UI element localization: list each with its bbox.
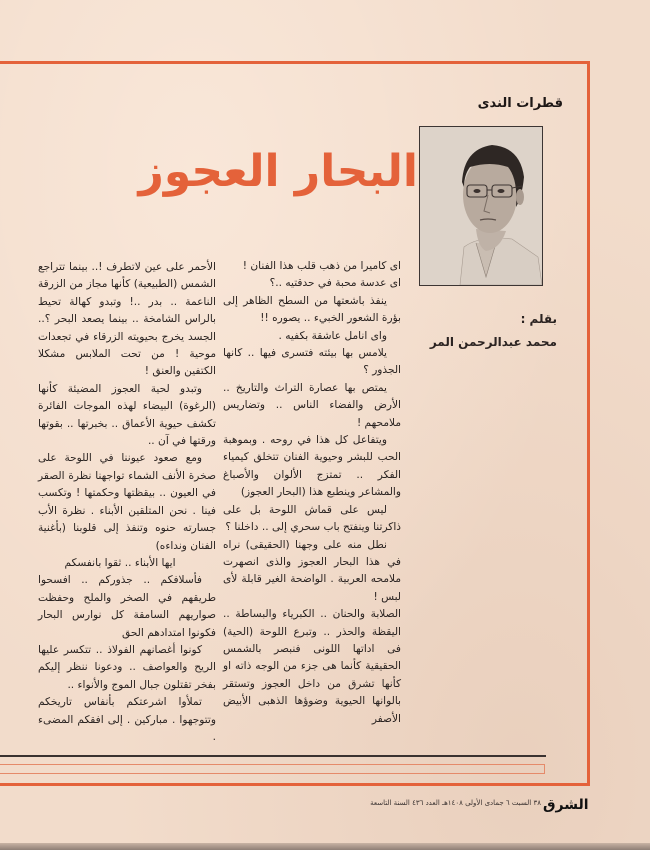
paragraph: اى كاميرا من ذهب قلب هذا الفنان !: [242, 260, 401, 272]
paragraph: الأحمر على عين لاتطرف !.. بينما تتراجع الشمس (الطبيعية) كأنها مجاز من الزرقة الناعمة .. بدر ..! وتبدو كهالة تحيط بالراس الشامخة .. بينما يصعد البحر ؟.. الجسد يخرج بحيويته الزرقاء في تجعدات موحية ! من تحت الملابس مشكلا الكتفين والعنق !: [38, 261, 216, 378]
paragraph: الصلابة والحنان .. الكبرياء والبساطة .. اليقظة والحذر .. وتبرع اللوحة (الحية) فى اداتها اللونى فنبصر بالشمس الحقيقية كأنما هى جزء من الوجه ذاته او كأنها تشرق من داخل العجوز وتستقر بالوانها الحيوية وضوؤها الذهبى الأبيض الأصفر: [223, 608, 401, 725]
scan-edge-shadow: [0, 843, 650, 850]
footer-issue-info: [370, 799, 541, 807]
paragraph: يمتص بها عصارة التراث والتاريخ .. الأرض والفضاء الناس .. وتضاريس ملامحهم !: [223, 381, 401, 429]
magazine-logo: الشرق: [543, 797, 589, 813]
section-label: قطرات الندى: [477, 96, 563, 111]
paragraph: فأسلافكم .. جذوركم .. افسحوا طريقهم في الصخر والملح وحفظت صواريهم السامقة كل نوارس البحار فكونوا امتدادهم الحق: [38, 574, 216, 639]
paragraph: وتبدو لحية العجوز المضيئة كأنها (الرغوة) البيضاء لهذه الموجات الفائرة تكشف حيوية الأعماق .. بخبرتها .. بقوتها ورقتها في آن ..: [38, 382, 216, 448]
paragraph: اى عدسة محبة في حدقتيه ..؟: [269, 277, 401, 290]
paragraph: يلامس بها بيئته فتسرى فيها .. كانها الجذور ؟: [223, 347, 401, 377]
paragraph: كونوا أغصانهم الفولاذ .. تتكسر عليها الريح والعواصف .. ودعونا ننظر إليكم بفخر تقتلون جبال الموج والأنواء ..: [38, 643, 216, 691]
paragraph: واى انامل عاشقة بكفيه .: [278, 329, 387, 342]
author-portrait-icon: [419, 126, 543, 286]
frame-top-rule: [0, 61, 590, 64]
paragraph: ويتفاعل كل هذا في روحه . وبموهبة الحب للبشر وحيوية الفنان تتخلق كيمياء الفكر .. تمتزج الألوان والأصباغ والمشاعر وينطبع هذا (البحار العجوز): [223, 434, 401, 499]
page-number: ٣٨: [533, 799, 541, 807]
frame-right-rule: [587, 61, 590, 786]
article-column-left: [38, 259, 216, 746]
article-title: البحار العجوز: [138, 146, 418, 197]
bottom-orange-box: [0, 764, 545, 774]
paragraph: ينفذ باشعتها من السطح الظاهر إلى بؤرة الشعور الخبيء .. يصوره !!: [223, 294, 401, 325]
frame-bottom-rule: [0, 783, 590, 786]
paragraph: ايها الأبناء .. ثقوا بانفسكم: [64, 556, 176, 569]
byline-prefix: بقلم :: [520, 312, 557, 326]
bottom-black-rule: [0, 755, 546, 757]
author-name: محمد عبدالرحمن المر: [429, 335, 557, 349]
paragraph: نطل منه على وجهنا (الحقيقى) نراه في هذا البحار العجوز والذى انصهرت ملامحه العربية . الواضحة الغير قابلة لأى لبس !: [223, 538, 401, 603]
author-portrait-drawing: [420, 127, 542, 285]
article-column-right: [223, 258, 401, 728]
paragraph: تملأوا اشرعتكم بأنفاس تاريخكم وتتوجهوا . مباركين . إلى افقكم المضىء .: [38, 696, 216, 743]
paragraph: ليس على قماش اللوحة بل على ذاكرتنا وينفتح باب سحري إلى .. داخلنا ؟: [223, 503, 401, 534]
issue-details: السبت ٦ جمادى الأولى ١٤٠٨هـ العدد ٤٣٦ السنة التاسعة: [370, 799, 532, 807]
paragraph: ومع صعود عيوننا في اللوحة على صخرة الأنف الشماء تواجهنا نظرة الصقر في العيون .. بيقظتها وحكمتها ! وتكسب فينا . نحن المتلقين الأبناء . نظرة الأب جسارته حنوه وتنفذ إلى قلوبنا (بأغنية الفنان ونداءه): [38, 452, 216, 552]
